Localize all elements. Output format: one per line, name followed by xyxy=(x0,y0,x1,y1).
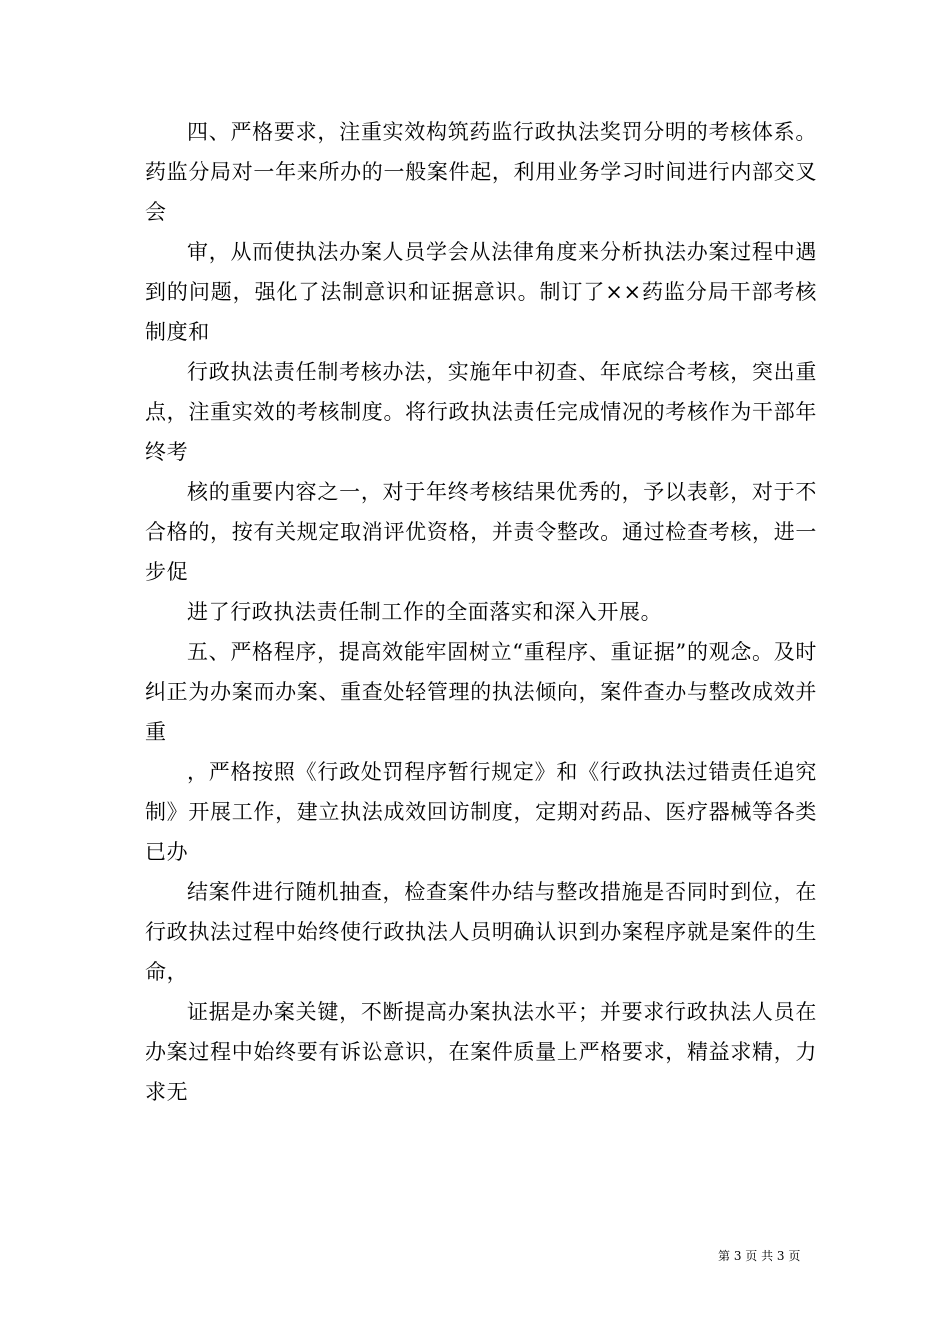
paragraph-5: 进了行政执法责任制工作的全面落实和深入开展。 xyxy=(187,600,663,624)
paragraph-7: ，严格按照《行政处罚程序暂行规定》和《行政执法过错责任追究制》开展工作，建立执法成效回访制度，定期对药品、医疗器械等各类已办 xyxy=(145,760,817,864)
paragraph-9: 证据是办案关键，不断提高办案执法水平；并要求行政执法人员在办案过程中始终要有诉讼意识，在案件质量上严格要求，精益求精，力求无 xyxy=(145,1000,817,1104)
paragraph-4: 核的重要内容之一，对于年终考核结果优秀的，予以表彰，对于不合格的，按有关规定取消评优资格，并责令整改。通过检查考核，进一步促 xyxy=(145,480,817,584)
paragraph-1: 四、严格要求，注重实效构筑药监行政执法奖罚分明的考核体系。药监分局对一年来所办的一般案件起，利用业务学习时间进行内部交叉会 xyxy=(145,120,817,224)
paragraph-2: 审，从而使执法办案人员学会从法律角度来分析执法办案过程中遇到的问题，强化了法制意识和证据意识。制订了××药监分局干部考核制度和 xyxy=(145,240,817,344)
document-body xyxy=(145,112,817,1112)
page-number-footer: 第 3 页 共 3 页 xyxy=(718,1249,801,1263)
paragraph-6: 五、严格程序，提高效能牢固树立“重程序、重证据”的观念。及时纠正为办案而办案、重查处轻管理的执法倾向，案件查办与整改成效并重 xyxy=(145,640,817,744)
paragraph-8: 结案件进行随机抽查，检查案件办结与整改措施是否同时到位，在行政执法过程中始终使行政执法人员明确认识到办案程序就是案件的生命， xyxy=(145,880,817,984)
paragraph-3: 行政执法责任制考核办法，实施年中初查、年底综合考核，突出重点，注重实效的考核制度。将行政执法责任完成情况的考核作为干部年终考 xyxy=(145,360,817,464)
